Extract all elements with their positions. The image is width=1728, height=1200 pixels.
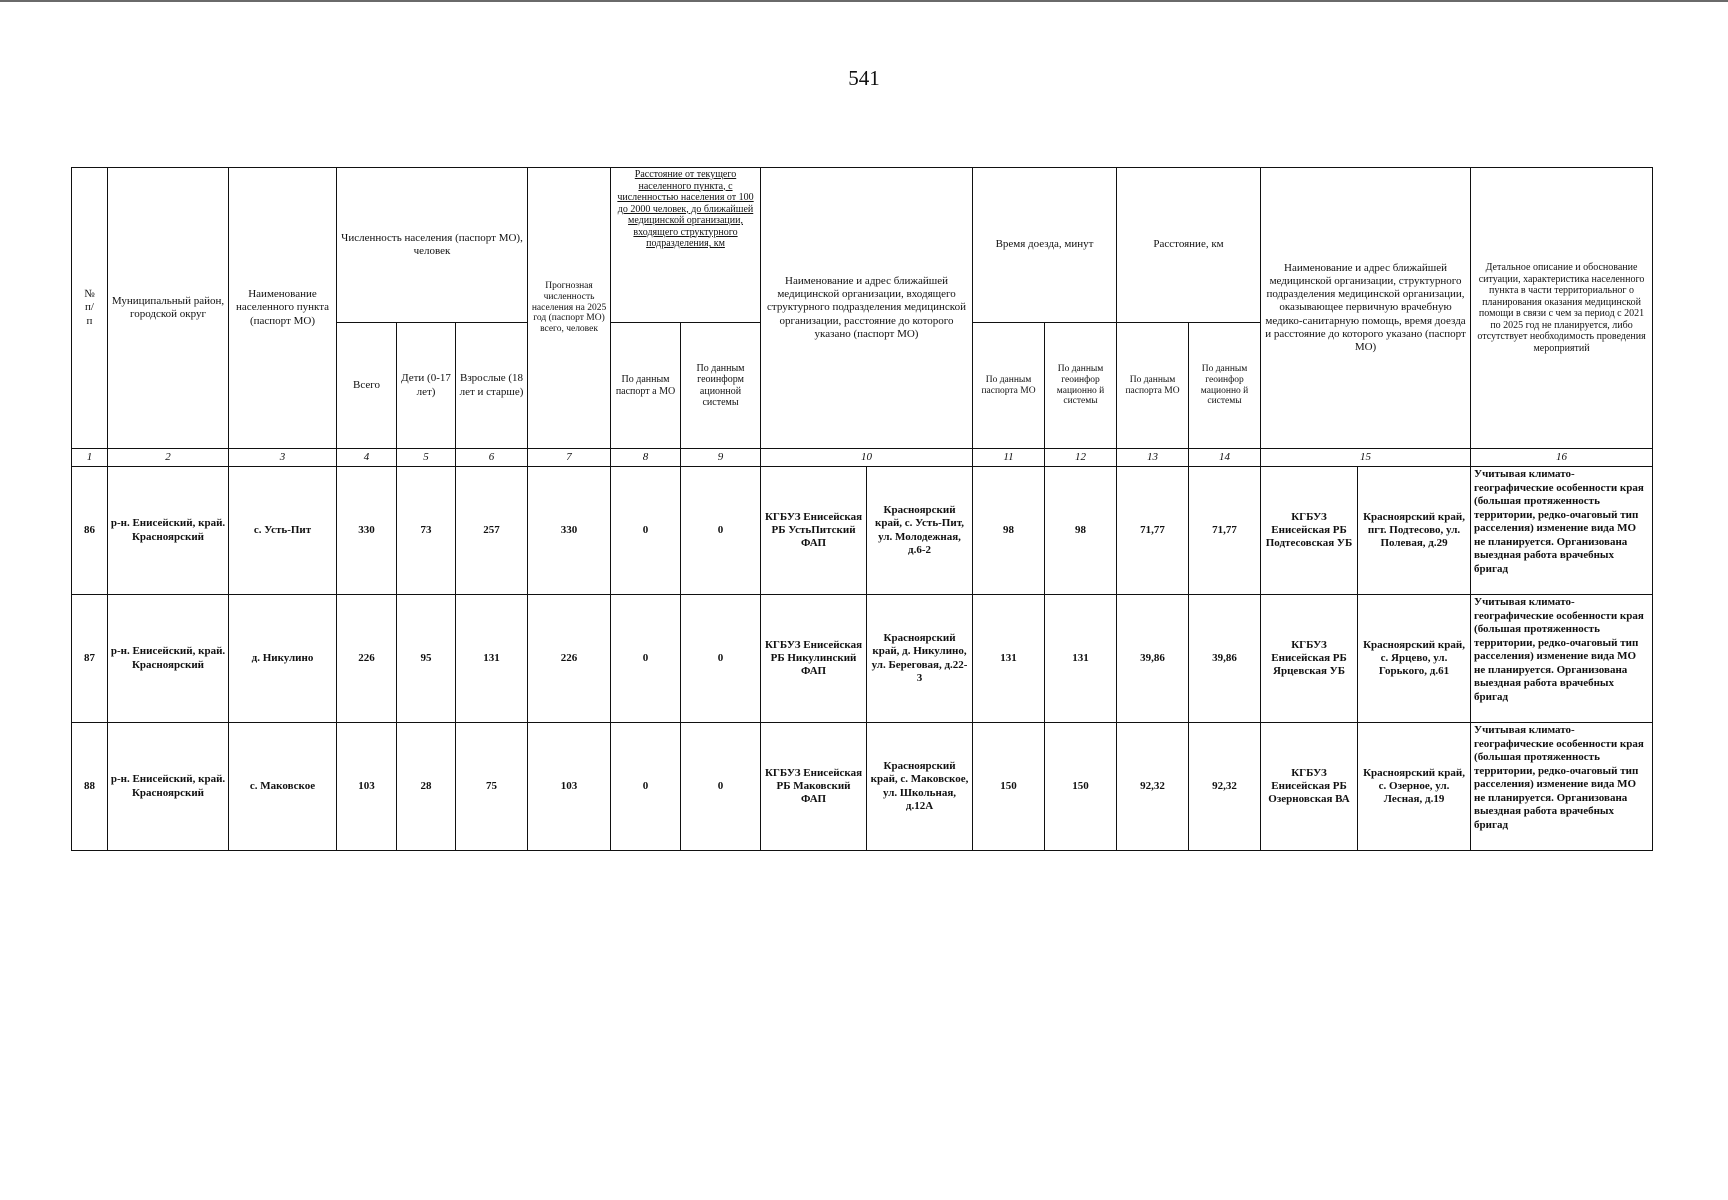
cell-mo-address: Красноярский край, д. Никулино, ул. Береговая, д.22-3: [867, 595, 973, 723]
cell-km-geo: 39,86: [1189, 595, 1261, 723]
column-number-row: [72, 449, 1653, 467]
column-number: 6: [456, 449, 528, 467]
header-time-by-geo: По данным геоинфор мационно й системы: [1045, 323, 1117, 449]
cell-dist-passport: 0: [611, 595, 681, 723]
settlements-table: [71, 167, 1653, 851]
table-row: [72, 467, 1653, 595]
column-number: 13: [1117, 449, 1189, 467]
cell-pmsp-name: КГБУЗ Енисейская РБ Ярцевская УБ: [1261, 595, 1358, 723]
header-pmsp-organization: Наименование и адрес ближайшей медицинской организации, структурного подразделения медицинской организации, оказывающее первичную врачебную медико-санитарную помощь, время доезда и расстояние до которого указано (паспорт МО): [1261, 168, 1471, 449]
cell-mo-name: КГБУЗ Енисейская РБ Маковский ФАП: [761, 723, 867, 851]
cell-time-passport: 131: [973, 595, 1045, 723]
cell-dist-geo: 0: [681, 723, 761, 851]
cell-total: 103: [337, 723, 397, 851]
header-district: Муниципальный район, городской округ: [108, 168, 229, 449]
header-time-by-passport: По данным паспорта МО: [973, 323, 1045, 449]
cell-time-geo: 98: [1045, 467, 1117, 595]
header-settlement: Наименование населенного пункта (паспорт МО): [229, 168, 337, 449]
cell-mo-name: КГБУЗ Енисейская РБ Никулинский ФАП: [761, 595, 867, 723]
cell-km-passport: 92,32: [1117, 723, 1189, 851]
header-travel-time-group: Время доезда, минут: [973, 168, 1117, 323]
cell-km-geo: 92,32: [1189, 723, 1261, 851]
column-number: 8: [611, 449, 681, 467]
cell-dist-geo: 0: [681, 595, 761, 723]
column-number: 9: [681, 449, 761, 467]
column-number: 15: [1261, 449, 1471, 467]
cell-district: р-н. Енисейский, край. Красноярский: [108, 467, 229, 595]
column-number: 16: [1471, 449, 1653, 467]
header-row-number: № п/ п: [72, 168, 108, 449]
table-row: [72, 595, 1653, 723]
top-scan-rule: [0, 0, 1728, 2]
cell-time-geo: 131: [1045, 595, 1117, 723]
header-km-by-geo: По данным геоинфор мационно й системы: [1189, 323, 1261, 449]
header-dist-by-geo: По данным геоинформ ационной системы: [681, 323, 761, 449]
cell-forecast: 226: [528, 595, 611, 723]
header-distance-km-group: Расстояние, км: [1117, 168, 1261, 323]
header-km-by-passport: По данным паспорта МО: [1117, 323, 1189, 449]
description-text: Учитывая климато-географические особенности края (большая протяженность территории, редко-очаговый тип расселения) изменение вида МО не планируется. Организована выездная работа врачебных бригад: [1474, 724, 1644, 831]
cell-total: 330: [337, 467, 397, 595]
cell-num: 87: [72, 595, 108, 723]
cell-dist-passport: 0: [611, 467, 681, 595]
column-number: 3: [229, 449, 337, 467]
column-number: 7: [528, 449, 611, 467]
cell-district: р-н. Енисейский, край. Красноярский: [108, 595, 229, 723]
cell-children: 28: [397, 723, 456, 851]
column-number: 5: [397, 449, 456, 467]
description-text: Учитывая климато-географические особенности края (большая протяженность территории, редко-очаговый тип расселения) изменение вида МО не планируется. Организована выездная работа врачебных бригад: [1474, 596, 1644, 703]
cell-mo-address: Красноярский край, с. Усть-Пит, ул. Молодежная, д.6-2: [867, 467, 973, 595]
cell-description: [1471, 723, 1653, 851]
cell-time-passport: 98: [973, 467, 1045, 595]
cell-time-passport: 150: [973, 723, 1045, 851]
cell-settlement: д. Никулино: [229, 595, 337, 723]
header-adults: Взрослые (18 лет и старше): [456, 323, 528, 449]
cell-pmsp-address: Красноярский край, пгт. Подтесово, ул. Полевая, д.29: [1358, 467, 1471, 595]
cell-num: 86: [72, 467, 108, 595]
cell-adults: 131: [456, 595, 528, 723]
cell-pmsp-name: КГБУЗ Енисейская РБ Подтесовская УБ: [1261, 467, 1358, 595]
cell-km-geo: 71,77: [1189, 467, 1261, 595]
column-number: 4: [337, 449, 397, 467]
column-number: 10: [761, 449, 973, 467]
table-row: [72, 723, 1653, 851]
column-number: 2: [108, 449, 229, 467]
cell-district: р-н. Енисейский, край. Красноярский: [108, 723, 229, 851]
cell-km-passport: 39,86: [1117, 595, 1189, 723]
cell-time-geo: 150: [1045, 723, 1117, 851]
cell-dist-passport: 0: [611, 723, 681, 851]
column-number: 11: [973, 449, 1045, 467]
cell-pmsp-name: КГБУЗ Енисейская РБ Озерновская ВА: [1261, 723, 1358, 851]
cell-dist-geo: 0: [681, 467, 761, 595]
header-distance-to-mo-group: [611, 168, 761, 323]
header-description: Детальное описание и обоснование ситуации, характеристика населенного пункта в части территориальног о планирования оказания медицинской помощи в связи с чем за период с 2021 по 2025 год не планируется, либо отсутствует необходимость проведения мероприятий: [1471, 168, 1653, 449]
cell-total: 226: [337, 595, 397, 723]
header-population-group: Численность населения (паспорт МО), человек: [337, 168, 528, 323]
cell-forecast: 330: [528, 467, 611, 595]
header-distance-to-mo-text: Расстояние от текущего населенного пункта, с численностью населения от 100 до 2000 человек, до ближайшей медицинской организации, входящего структурного подразделения, км: [617, 169, 754, 249]
cell-description: [1471, 467, 1653, 595]
cell-mo-name: КГБУЗ Енисейская РБ УстьПитский ФАП: [761, 467, 867, 595]
column-number: 1: [72, 449, 108, 467]
cell-description: [1471, 595, 1653, 723]
header-total: Всего: [337, 323, 397, 449]
description-text: Учитывая климато-географические особенности края (большая протяженность территории, редко-очаговый тип расселения) изменение вида МО не планируется. Организована выездная работа врачебных бригад: [1474, 468, 1644, 575]
column-number: 14: [1189, 449, 1261, 467]
cell-settlement: с. Маковское: [229, 723, 337, 851]
cell-children: 95: [397, 595, 456, 723]
cell-km-passport: 71,77: [1117, 467, 1189, 595]
cell-pmsp-address: Красноярский край, с. Озерное, ул. Лесная, д.19: [1358, 723, 1471, 851]
header-dist-by-passport: По данным паспорт а МО: [611, 323, 681, 449]
header-forecast-2025: Прогнозная численность населения на 2025 год (паспорт МО) всего, человек: [528, 168, 611, 449]
cell-children: 73: [397, 467, 456, 595]
page-number: 541: [848, 66, 880, 90]
cell-mo-address: Красноярский край, с. Маковское, ул. Школьная, д.12А: [867, 723, 973, 851]
cell-adults: 75: [456, 723, 528, 851]
cell-forecast: 103: [528, 723, 611, 851]
cell-adults: 257: [456, 467, 528, 595]
header-children: Дети (0-17 лет): [397, 323, 456, 449]
cell-settlement: с. Усть-Пит: [229, 467, 337, 595]
column-number: 12: [1045, 449, 1117, 467]
cell-pmsp-address: Красноярский край, с. Ярцево, ул. Горького, д.61: [1358, 595, 1471, 723]
cell-num: 88: [72, 723, 108, 851]
header-nearest-mo: Наименование и адрес ближайшей медицинской организации, входящего структурного подразделения медицинской организации, расстояние до которого указано (паспорт МО): [761, 168, 973, 449]
